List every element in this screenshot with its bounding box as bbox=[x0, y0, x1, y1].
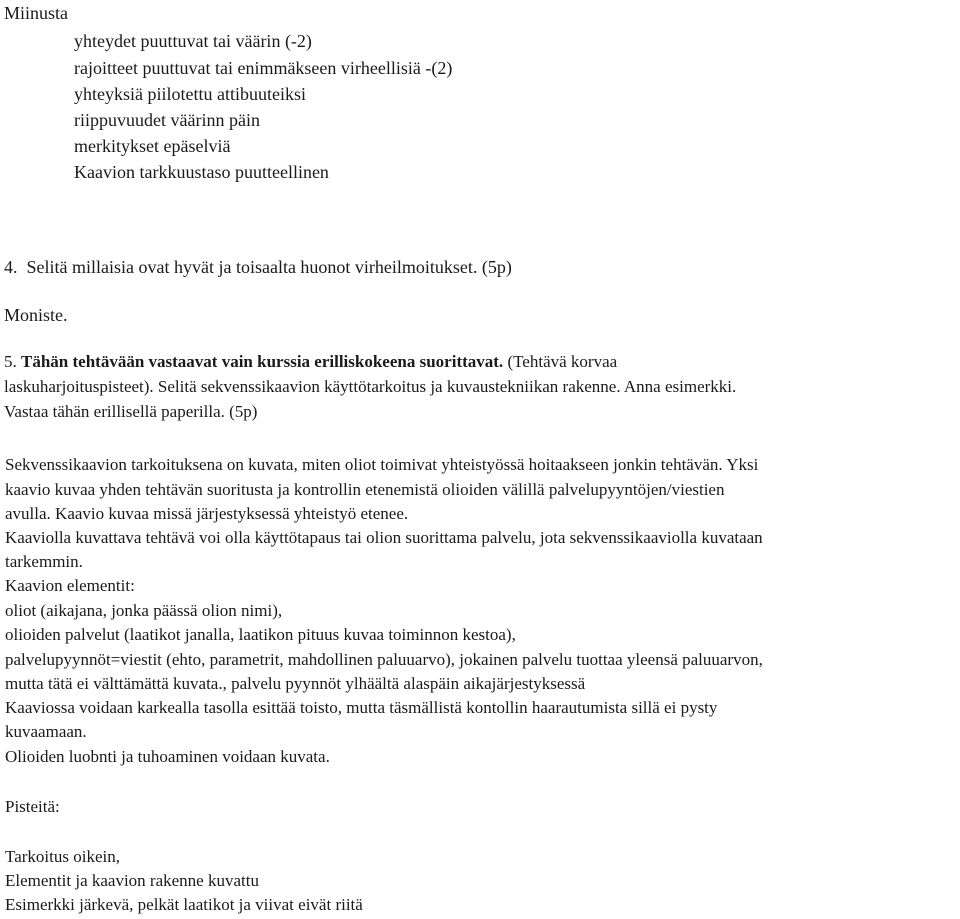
answer-5-line: Kaavion elementit: bbox=[5, 576, 135, 595]
answer-5-line: kaavio kuvaa yhden tehtävän suoritusta ja kontrollin etenemistä olioiden välillä palvelupyyntöjen/viestien bbox=[5, 480, 725, 499]
miinusta-heading: Miinusta bbox=[4, 3, 69, 23]
answer-5-line: oliot (aikajana, jonka päässä olion nimi), bbox=[5, 601, 283, 620]
miinusta-item: yhteyksiä piilotettu attibuuteiksi bbox=[74, 84, 306, 104]
pisteita-heading: Pisteitä: bbox=[5, 797, 60, 816]
question-5-bold-text: Tähän tehtävään vastaavat vain kurssia erilliskokeena suorittavat. bbox=[21, 352, 504, 371]
answer-5-line: palvelupyynnöt=viestit (ehto, parametrit, mahdollinen paluuarvo), jokainen palvelu tuottaa yleensä paluuarvon, bbox=[5, 650, 763, 669]
answer-5-line: kuvaamaan. bbox=[5, 722, 87, 741]
answer-5-line: Olioiden luobnti ja tuhoaminen voidaan kuvata. bbox=[5, 747, 330, 766]
question-4: 4. Selitä millaisia ovat hyvät ja toisaalta huonot virheilmoitukset. (5p) bbox=[4, 257, 512, 277]
miinusta-item: merkitykset epäselviä bbox=[74, 136, 231, 156]
question-5-line-1-rest: (Tehtävä korvaa bbox=[503, 352, 618, 371]
pisteita-item: Esimerkki järkevä, pelkät laatikot ja viivat eivät riitä bbox=[5, 895, 363, 914]
answer-5-line: Kaaviossa voidaan karkealla tasolla esittää toisto, mutta täsmällistä kontollin haarautumista sillä ei pysty bbox=[5, 698, 718, 717]
question-5-line-2: laskuharjoituspisteet). Selitä sekvenssikaavion käyttötarkoitus ja kuvaustekniikan rakenne. Anna esimerkki. bbox=[4, 377, 737, 396]
pisteita-item: Elementit ja kaavion rakenne kuvattu bbox=[5, 871, 259, 890]
question-5-number: 5. bbox=[4, 352, 21, 371]
question-5-line-3: Vastaa tähän erillisellä paperilla. (5p) bbox=[4, 402, 258, 421]
answer-5-line: avulla. Kaavio kuvaa missä järjestyksessä yhteistyö etenee. bbox=[5, 504, 409, 523]
answer-5-line: Sekvenssikaavion tarkoituksena on kuvata, miten oliot toimivat yhteistyössä hoitaakseen jonkin tehtävän. Yksi bbox=[5, 455, 759, 474]
miinusta-item: riippuvuudet väärinn päin bbox=[74, 110, 260, 130]
miinusta-item: rajoitteet puuttuvat tai enimmäkseen virheellisiä -(2) bbox=[74, 58, 453, 78]
miinusta-item: yhteydet puuttuvat tai väärin (-2) bbox=[74, 31, 312, 51]
question-4-answer: Moniste. bbox=[4, 305, 68, 325]
answer-5-line: olioiden palvelut (laatikot janalla, laatikon pituus kuvaa toiminnon kestoa), bbox=[5, 625, 516, 644]
answer-5-line: mutta tätä ei välttämättä kuvata., palvelu pyynnöt ylhäältä alaspäin aikajärjestyksessä bbox=[5, 674, 586, 693]
miinusta-item: Kaavion tarkkuustaso puutteellinen bbox=[74, 162, 329, 182]
answer-5-line: Kaaviolla kuvattava tehtävä voi olla käyttötapaus tai olion suorittama palvelu, jota sekvenssikaaviolla kuvataan bbox=[5, 528, 763, 547]
question-5-line-1 bbox=[4, 353, 617, 370]
answer-5-line: tarkemmin. bbox=[5, 552, 83, 571]
pisteita-item: Tarkoitus oikein, bbox=[5, 847, 120, 866]
